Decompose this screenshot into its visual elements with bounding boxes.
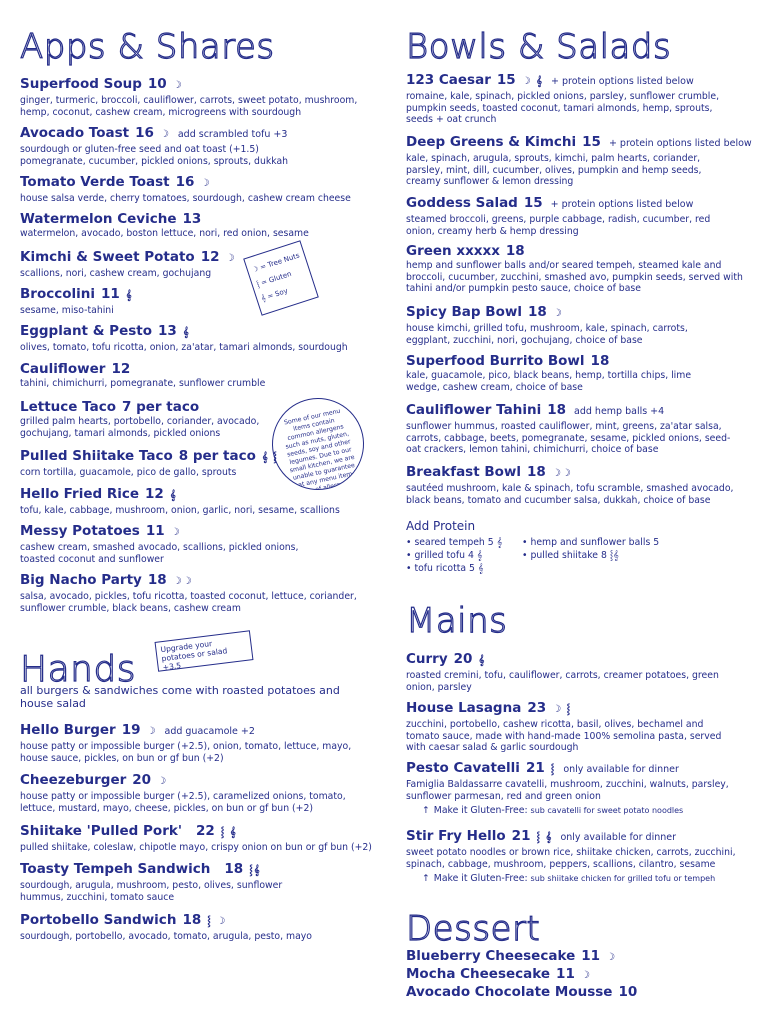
protein-option: • seared tempeh 5 𝄞 (406, 537, 503, 548)
apps-title: Apps & Shares (20, 27, 275, 67)
item-desc: grilled palm hearts, portobello, coriander, avocado, gochujang, tamari almonds, pickled onions (20, 416, 260, 439)
item-name: Green xxxxx (406, 243, 500, 259)
item-price: 18 (527, 464, 546, 480)
item-desc: sourdough, arugula, mushroom, pesto, olives, sunflower hummus, zucchini, tomato sauce (20, 880, 283, 903)
item-name: Cauliflower Tahini (406, 402, 542, 418)
item-desc: roasted cremini, tofu, cauliflower, carrots, creamer potatoes, green onion, parsley (406, 670, 719, 693)
item-price: 18 (590, 353, 610, 369)
add-protein-heading: Add Protein (406, 519, 476, 533)
menu-item (20, 174, 380, 205)
item-price: 13 (158, 323, 177, 339)
item-desc: scallions, nori, cashew cream, gochujang (20, 268, 212, 279)
gf-text: sub shiitake chicken for grilled tofu or tempeh (530, 874, 716, 883)
item-price: 18 (224, 861, 244, 877)
item-price: 16 (175, 174, 195, 190)
item-name: Mocha Cheesecake (406, 966, 551, 982)
allergen-icon: ⸾ 𝄞 (536, 832, 553, 843)
item-price: 13 (182, 211, 202, 227)
item-name: Avocado Toast (20, 125, 130, 141)
item-price: 12 (145, 486, 164, 502)
item-name: Superfood Soup (20, 76, 142, 92)
item-desc: ginger, turmeric, broccoli, cauliflower, carrots, sweet potato, mushroom, hemp, coconut, cashew cream, microgreens with sourdough (20, 95, 358, 118)
item-name: Shiitake 'Pulled Pork' (20, 823, 182, 839)
mains-title: Mains (406, 601, 508, 641)
item-name: Hello Fried Rice (20, 486, 140, 502)
item-price: 22 (195, 823, 215, 839)
item-price: 21 (525, 760, 545, 776)
item-desc: sautéed mushroom, kale & spinach, tofu scramble, smashed avocado, black beans, tomato and cucumber salsa, dukkah, choice of base (406, 483, 734, 506)
item-price: 18 (527, 304, 547, 320)
item-price: 15 (496, 72, 516, 88)
allergen-icon: ☽ ⸾ (552, 704, 572, 715)
gluten-free-note: ↑ Make it Gluten-Free: sub cavatelli for sweet potato noodles (422, 805, 684, 816)
item-desc: sunflower hummus, roasted cauliflower, mint, greens, za'atar salsa, carrots, cabbage, beets, pomegranate, sesame, pickled onions, seed-oat crackers, lemon tahini, chimichurri, choice of base (406, 421, 731, 455)
item-name: Lettuce Taco (20, 399, 116, 415)
menu-item (20, 772, 365, 814)
protein-option: • pulled shiitake 8 ⸾𝄞 (522, 550, 619, 561)
allergen-icon: ☽ (552, 308, 563, 319)
item-name: Big Nacho Party (20, 572, 142, 588)
item-price: 11 (556, 966, 575, 982)
menu-item (20, 323, 380, 354)
menu-item (20, 448, 278, 479)
item-desc: tahini, chimichurri, pomegranate, sunflower crumble (20, 378, 266, 389)
allergen-icon: ⸾ 𝄞 (220, 827, 237, 838)
item-price: 16 (135, 125, 154, 141)
menu-item (406, 464, 751, 506)
item-desc: house salsa verde, cherry tomatoes, sourdough, cashew cream cheese (20, 193, 351, 204)
hands-intro: all burgers & sandwiches come with roasted potatoes and house salad (20, 684, 340, 710)
item-addon: + protein options listed below (551, 76, 694, 87)
menu-item (406, 353, 706, 393)
item-name: Curry (406, 651, 448, 667)
gluten-free-note: ↑ Make it Gluten-Free: sub shiitake chicken for grilled tofu or tempeh (422, 873, 716, 884)
item-desc: sourdough, portobello, avocado, tomato, arugula, pesto, mayo (20, 931, 312, 942)
menu-item (20, 286, 250, 317)
gf-label: Make it Gluten-Free: (433, 805, 528, 816)
dessert-item (406, 984, 637, 1000)
item-price: 18 (182, 912, 202, 928)
item-desc: olives, tomato, tofu ricotta, onion, za'atar, tamari almonds, sourdough (20, 342, 348, 353)
dessert-title: Dessert (406, 909, 541, 949)
allergen-icon: ☽ (157, 776, 168, 787)
menu-item (20, 912, 380, 943)
menu-item (20, 399, 270, 439)
menu-item (20, 861, 320, 903)
item-price: 10 (147, 76, 167, 92)
dessert-item (406, 948, 616, 966)
item-name: Pulled Shiitake Taco (20, 448, 173, 464)
menu-item (20, 486, 380, 517)
menu-item (406, 760, 746, 817)
menu-item (20, 823, 380, 854)
item-desc: steamed broccoli, greens, purple cabbage, radish, cucumber, red onion, creamy herb & hemp dressing (406, 214, 711, 237)
item-addon: + protein options listed below (608, 138, 752, 149)
allergen-icon: ☽ (170, 527, 181, 538)
item-price: 18 (147, 572, 167, 588)
protein-option: • hemp and sunflower balls 5 (522, 537, 660, 548)
item-desc: pulled shiitake, coleslaw, chipotle mayo, crispy onion on bun or gf bun (+2) (20, 842, 372, 853)
item-name: Hello Burger (20, 722, 116, 738)
item-name: Deep Greens & Kimchi (406, 134, 577, 150)
allergen-icon: ⸾𝄞 (249, 865, 261, 876)
upgrade-note: Upgrade your potatoes or salad +3.5 (155, 630, 254, 671)
allergen-icon: ☽ (606, 952, 616, 963)
item-desc: kale, guacamole, pico, black beans, hemp, tortilla chips, lime wedge, cashew cream, choice of base (406, 370, 692, 393)
allergen-icon: 𝄞 ⸾ (261, 452, 278, 463)
dessert-item (406, 966, 591, 984)
item-price: 20 (453, 651, 473, 667)
item-desc: sourdough or gluten-free seed and oat toast (+1.5) pomegranate, cucumber, pickled onions, sprouts, dukkah (20, 144, 289, 167)
gf-text: sub cavatelli for sweet potato noodles (530, 806, 684, 815)
menu-item (406, 402, 736, 456)
item-desc: Famiglia Baldassarre cavatelli, mushroom, zucchini, walnuts, parsley, sunflower parmesan, red and green onion (406, 779, 729, 802)
allergen-icon: ☽ (146, 726, 157, 737)
item-name: Blueberry Cheesecake (406, 948, 576, 964)
item-price: 11 (581, 948, 601, 964)
item-desc: hemp and sunflower balls and/or seared tempeh, steamed kale and broccoli, cucumber, zucchini, smashed avo, pumpkin seeds, served with tahini and/or pumpkin pesto sauce, choice of base (406, 260, 743, 294)
key-gluten: ⸾ = Gluten (255, 269, 293, 289)
menu-item (406, 828, 751, 885)
item-name: Superfood Burrito Bowl (406, 353, 585, 369)
menu-item (20, 722, 365, 764)
item-name: Cheezeburger (20, 772, 127, 788)
allergen-icon: 𝄞 (125, 290, 133, 301)
item-addon: add guacamole +2 (164, 726, 255, 737)
item-addon: add scrambled tofu +3 (177, 129, 288, 140)
item-name: Messy Potatoes (20, 523, 140, 539)
item-name: 123 Caesar (406, 72, 491, 88)
allergen-icon: ☽ 𝄞 (521, 76, 544, 87)
item-desc: watermelon, avocado, boston lettuce, nori, red onion, sesame (20, 228, 309, 239)
menu-item (20, 523, 310, 565)
item-desc: house patty or impossible burger (+2.5), onion, tomato, lettuce, mayo, house sauce, pickles, on bun or gf bun (+2) (20, 741, 352, 764)
item-price: 23 (527, 700, 547, 716)
item-price: 21 (511, 828, 531, 844)
allergen-icon: ☽ (200, 178, 211, 189)
gf-label: Make it Gluten-Free: (433, 873, 528, 884)
menu-item (406, 304, 706, 346)
allergen-icon: 𝄞 (478, 655, 486, 666)
item-addon: only available for dinner (560, 832, 677, 843)
allergen-icon: ☽ (172, 80, 183, 91)
item-name: Stir Fry Hello (406, 828, 506, 844)
item-desc: cashew cream, smashed avocado, scallions, pickled onions, toasted coconut and sunflower (20, 542, 299, 565)
item-name: Kimchi & Sweet Potato (20, 249, 195, 265)
item-name: Pesto Cavatelli (406, 760, 520, 776)
bowls-title: Bowls & Salads (406, 27, 672, 67)
menu-item (20, 76, 365, 118)
allergen-disclaimer: Some of our menu items contain common allergens such as nuts, gluten, seeds, soy and other legumes. Due to our small kitchen, we are unable to guarantee that any menu item is free of allergens. (263, 389, 372, 498)
hands-title: Hands (20, 649, 137, 690)
item-price: 18 (505, 243, 525, 259)
protein-option: • tofu ricotta 5 𝄞 (406, 563, 484, 574)
allergen-key (243, 240, 319, 316)
item-name: House Lasagna (406, 700, 522, 716)
allergen-icon: ☽☽ (551, 468, 572, 479)
item-addon: add hemp balls +4 (574, 406, 665, 417)
allergen-icon: ☽ (159, 129, 170, 140)
item-name: Breakfast Bowl (406, 464, 522, 480)
allergen-icon: ⸾ ☽ (207, 916, 227, 927)
key-tree-nuts: ☽ = Tree Nuts (251, 251, 301, 275)
item-addon: only available for dinner (563, 764, 679, 775)
item-name: Avocado Chocolate Mousse (406, 984, 613, 1000)
allergen-icon: 𝄞 (169, 490, 177, 501)
item-name: Portobello Sandwich (20, 912, 177, 928)
protein-option: • grilled tofu 4 𝄞 (406, 550, 483, 561)
item-price: 15 (523, 195, 543, 211)
item-name: Tomato Verde Toast (20, 174, 170, 190)
item-desc: corn tortilla, guacamole, pico de gallo, sprouts (20, 467, 237, 478)
item-price: 20 (132, 772, 152, 788)
menu-item (406, 72, 741, 126)
item-name: Goddess Salad (406, 195, 518, 211)
allergen-icon: 𝄞 (182, 327, 190, 338)
item-desc: tofu, kale, cabbage, mushroom, onion, garlic, nori, sesame, scallions (20, 505, 340, 516)
item-desc: house kimchi, grilled tofu, mushroom, kale, spinach, carrots, eggplant, zucchini, nori, gochujang, choice of base (406, 323, 688, 346)
menu-item (20, 361, 380, 390)
item-name: Watermelon Ceviche (20, 211, 177, 227)
allergen-icon: ☽ (225, 253, 236, 264)
item-desc: salsa, avocado, pickles, tofu ricotta, toasted coconut, lettuce, coriander, sunflower crumble, black beans, cashew cream (20, 591, 357, 614)
item-name: Eggplant & Pesto (20, 323, 153, 339)
item-desc: romaine, kale, spinach, pickled onions, parsley, sunflower crumble, pumpkin seeds, toasted coconut, tamari almonds, hemp, sprouts, seeds + oat crunch (406, 91, 720, 125)
allergen-icon: ☽☽ (172, 576, 193, 587)
menu-item (406, 651, 726, 693)
menu-item (20, 249, 250, 280)
item-name: Cauliflower (20, 361, 106, 377)
item-desc: sesame, miso-tahini (20, 305, 114, 316)
item-price: 19 (121, 722, 141, 738)
menu-item (406, 134, 752, 188)
key-soy: 𝄞 = Soy (260, 286, 289, 303)
item-name: Toasty Tempeh Sandwich (20, 861, 211, 877)
item-desc: zucchini, portobello, cashew ricotta, basil, olives, bechamel and tomato sauce, made with hand-made 100% semolina pasta, served with caesar salad & garlic sourdough (406, 719, 722, 753)
menu-item (406, 195, 716, 237)
menu-item (406, 700, 736, 754)
menu-item (20, 572, 365, 614)
allergen-icon: ☽ (580, 970, 591, 981)
item-price: 15 (582, 134, 601, 150)
item-price: 10 (618, 984, 638, 1000)
item-price: 7 per taco (122, 399, 200, 415)
item-name: Broccolini (20, 286, 95, 302)
item-addon: + protein options listed below (550, 199, 694, 210)
item-name: Spicy Bap Bowl (406, 304, 522, 320)
item-desc: sweet potato noodles or brown rice, shiitake chicken, carrots, zucchini, spinach, cabbage, mushroom, peppers, scallions, cilantro, sesame (406, 847, 736, 870)
item-price: 18 (547, 402, 567, 418)
item-price: 11 (101, 286, 120, 302)
menu-item (20, 125, 320, 167)
allergen-icon: ⸾ (550, 764, 556, 775)
item-price: 12 (200, 249, 220, 265)
item-desc: kale, spinach, arugula, sprouts, kimchi, palm hearts, coriander, parsley, mint, dill, cucumber, olives, pumpkin and hemp seeds, creamy sunflower & lemon dressing (406, 153, 702, 187)
item-desc: house patty or impossible burger (+2.5), caramelized onions, tomato, lettuce, mustard, mayo, cheese, pickles, on bun or gf bun (+2) (20, 791, 346, 814)
menu-item (20, 211, 380, 240)
menu-item (406, 243, 751, 295)
item-price: 12 (111, 361, 131, 377)
item-price: 11 (145, 523, 165, 539)
item-price: 8 per taco (178, 448, 256, 464)
